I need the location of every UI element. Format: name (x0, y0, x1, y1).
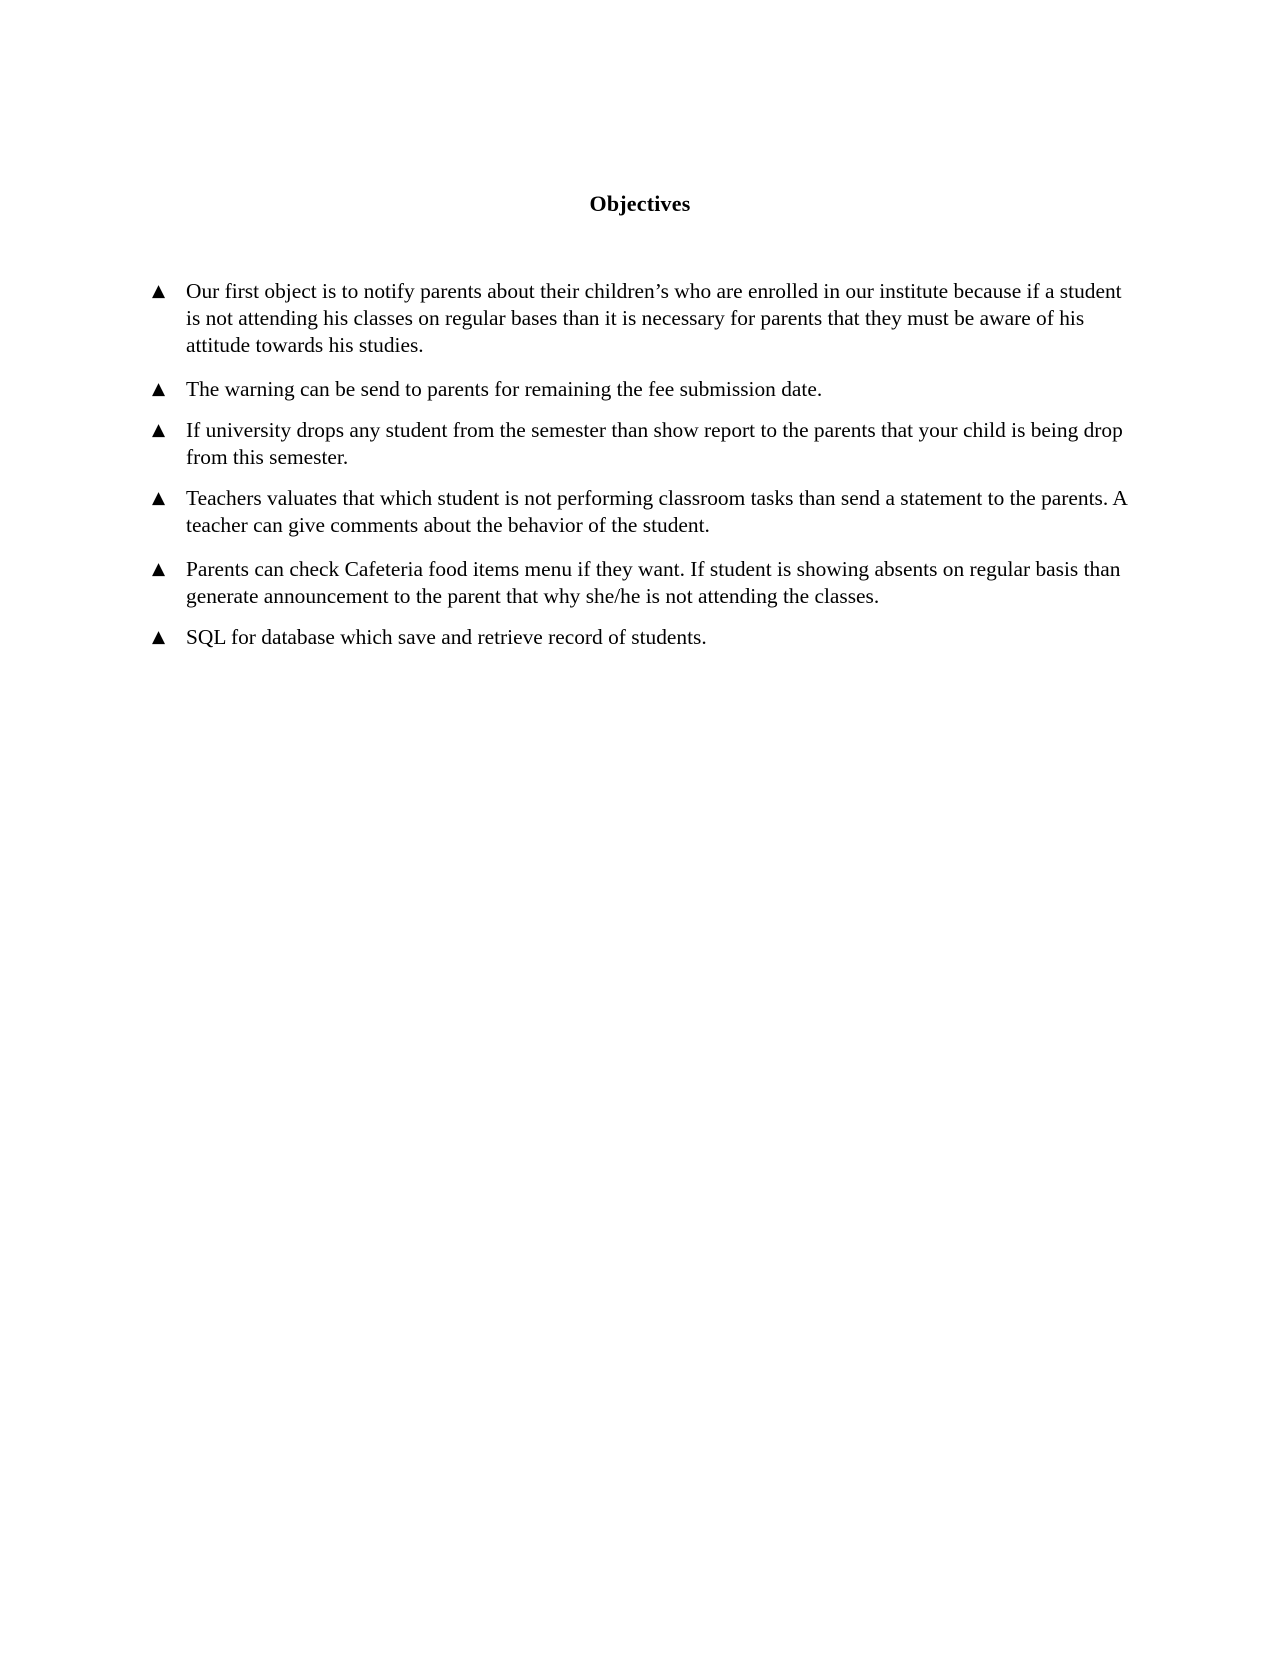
objective-text: SQL for database which save and retrieve record of students. (186, 625, 707, 649)
objective-text: The warning can be send to parents for remaining the fee submission date. (186, 377, 823, 401)
triangle-bullet-icon: ▲ (152, 559, 166, 579)
triangle-bullet-icon: ▲ (152, 627, 166, 647)
triangle-bullet-icon: ▲ (152, 379, 166, 399)
objective-text: Our first object is to notify parents about their children’s who are enrolled in our institute because if a student is not attending his classes on regular bases than it is necessary for parents that they must be aware of his attitude towards his studies. (186, 279, 1122, 357)
list-item (152, 376, 1128, 403)
objective-text: If university drops any student from the semester than show report to the parents that your child is being drop from this semester. (186, 418, 1123, 469)
list-item (152, 624, 1128, 651)
list-item (152, 417, 1128, 471)
page-title: Objectives (589, 191, 691, 216)
list-item (152, 556, 1128, 610)
list-item (152, 485, 1128, 539)
list-item (152, 278, 1128, 359)
triangle-bullet-icon: ▲ (152, 488, 166, 508)
objectives-list (152, 278, 1128, 668)
objective-text: Parents can check Cafeteria food items menu if they want. If student is showing absents on regular basis than generate announcement to the parent that why she/he is not attending the classes. (186, 557, 1121, 608)
objective-text: Teachers valuates that which student is not performing classroom tasks than send a statement to the parents. A teacher can give comments about the behavior of the student. (186, 486, 1127, 537)
triangle-bullet-icon: ▲ (152, 281, 166, 301)
triangle-bullet-icon: ▲ (152, 420, 166, 440)
